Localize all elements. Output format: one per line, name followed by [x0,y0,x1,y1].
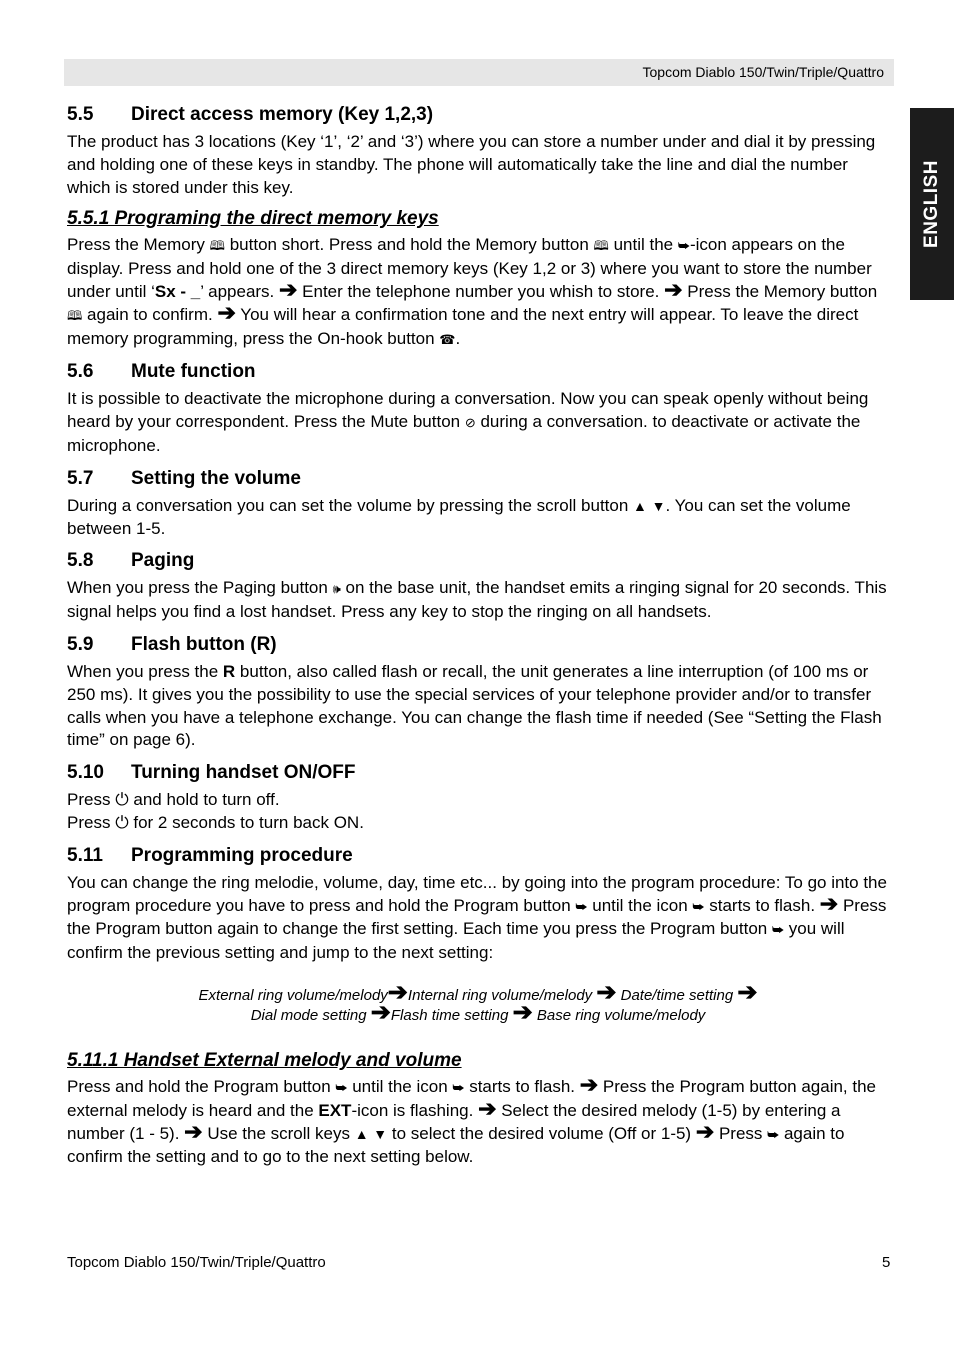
program-arrow-icon: ⮩ [452,1079,465,1095]
language-tab [910,108,954,300]
power-icon: ⏻ [115,812,129,832]
section-heading-5-9: 5.9 Flash button (R) [67,633,277,655]
right-arrow-icon: ➔ [737,978,758,1006]
footer-title: Topcom Diablo 150/Twin/Triple/Quattro [67,1254,326,1271]
right-arrow-icon: ➔ [512,998,533,1026]
right-arrow-icon: ➔ [664,276,683,302]
mute-icon: ⊘ [464,415,476,431]
triangle-up-icon: ▲ [354,1125,369,1142]
power-icon: ⏻ [115,790,129,810]
section-heading-5-11: 5.11 Programming procedure [67,844,353,866]
program-arrow-icon: ⮩ [692,898,705,914]
section-heading-5-6: 5.6 Mute function [67,361,256,383]
section-body-5-5-1: Press the Memory 🕮 button short. Press and hold the Memory button 🕮 until the ⮩-icon appears on the display. Press and hold one of the 3 direct memory keys (Key 1,2 or 3) where you want to store the number under until ‘Sx - _’ appears. ➔ Enter the telephone number you whish to store. ➔ Press the Memory button 🕮 again to confirm. ➔ You will hear a confirmation tone and the next entry will appear. To leave the direct memory programming, press the On-hook button ☎. [67,235,878,348]
subsection-heading-5-5-1: 5.5.1 Programing the direct memory keys [67,208,439,230]
on-hook-phone-icon: ☎ [439,331,456,347]
section-body-5-11-1: Press and hold the Program button ⮩ until the icon ⮩ starts to flash. ➔ Press the Program button again, the external melody is heard and the EXT-icon is flashing. ➔ Select the desired melody (1-5) by entering a number (1 - 5). ➔ Use the scroll keys ▲ ▼ to select the desired volume (Off or 1-5) ➔ Press ⮩ again to confirm the setting and to go to the next setting below. [67,1071,877,1167]
section-heading-5-10: 5.10 Turning handset ON/OFF [67,762,356,784]
book-icon: 🕮 [593,238,609,254]
right-arrow-icon: ➔ [579,1071,599,1097]
program-arrow-icon: ⮩ [335,1079,348,1095]
right-arrow-icon: ➔ [596,978,617,1006]
triangle-down-icon: ▼ [651,497,666,514]
triangle-down-icon: ▼ [373,1125,388,1142]
section-body-5-7: During a conversation you can set the volume by pressing the scroll button ▲ ▼. You can set the volume between 1-5. [67,495,851,538]
section-body-5-10-line-1: Press ⏻ and hold to turn off. [67,790,280,810]
section-heading-5-5: 5.5 Direct access memory (Key 1,2,3) [67,104,434,125]
triangle-up-icon: ▲ [633,497,647,514]
program-arrow-icon: ⮩ [575,898,588,914]
right-arrow-icon: ➔ [695,1118,715,1144]
section-body-5-9: When you press the R button, also called flash or recall, the unit generates a line interruption (of 100 ms or 250 ms). It gives you the possibility to use the special services of your telephone provider and/or to transfer calls when you have a telephone exchange. You can change the flash time if needed (See “Setting the Flash time” on page 6). [67,661,882,750]
right-arrow-icon: ➔ [819,890,839,916]
program-arrow-icon: ⮩ [677,238,690,254]
right-arrow-icon: ➔ [279,276,298,302]
program-flow-line-1: External ring volume/melody➔Internal ring volume/melody ➔ Date/time setting ➔ [198,978,758,1006]
section-heading-5-8: 5.8 Paging [67,550,195,572]
book-icon: 🕮 [209,238,225,254]
program-arrow-icon: ⮩ [767,1126,780,1142]
program-flow-line-2: Dial mode setting ➔Flash time setting ➔ Base ring volume/melody [250,998,706,1026]
header-title: Topcom Diablo 150/Twin/Triple/Quattro [642,64,884,80]
program-arrow-icon: ⮩ [771,922,785,938]
page-number: 5 [882,1254,891,1271]
book-icon: 🕮 [67,307,83,323]
page-header [64,59,894,86]
page-content [67,103,889,1169]
section-heading-5-7: 5.7 Setting the volume [67,467,301,489]
section-body-5-6: It is possible to deactivate the microphone during a conversation. Now you can speak openly without being heard by your correspondent. Press the Mute button ⊘ during a conversation. to deactivate or activate the microphone. [67,389,869,455]
paging-speaker-icon: 🕪 [332,581,341,597]
section-body-5-10-line-2: Press ⏻ for 2 seconds to turn back ON. [67,812,364,832]
right-arrow-icon: ➔ [184,1118,203,1144]
section-body-5-5: The product has 3 locations (Key ‘1’, ‘2’ and ‘3’) where you can store a number under and dial it by pressing and holding one of these keys in standby. The phone will automatically take the line and dial the number which is stored under this key. [67,132,876,197]
right-arrow-icon: ➔ [217,299,236,325]
right-arrow-icon: ➔ [478,1095,497,1121]
section-body-5-11: You can change the ring melodie, volume, day, time etc... by going into the program procedure: To go into the program procedure you have to press and hold the Program button ⮩ until the icon ⮩ starts to flash. ➔ Press the Program button again to change the first setting. Each time you press the Program button ⮩ you will confirm the previous setting and jump to the next setting: [67,872,887,963]
subsection-heading-5-11-1: 5.11.1 Handset External melody and volume [67,1049,462,1071]
language-tab-label: ENGLISH [921,160,942,248]
right-arrow-icon: ➔ [387,978,408,1006]
section-body-5-8: When you press the Paging button 🕪 on the base unit, the handset emits a ringing signal for 20 seconds. This signal helps you find a lost handset. Press any key to stop the ringing on all handsets. [67,578,887,622]
right-arrow-icon: ➔ [370,998,391,1026]
